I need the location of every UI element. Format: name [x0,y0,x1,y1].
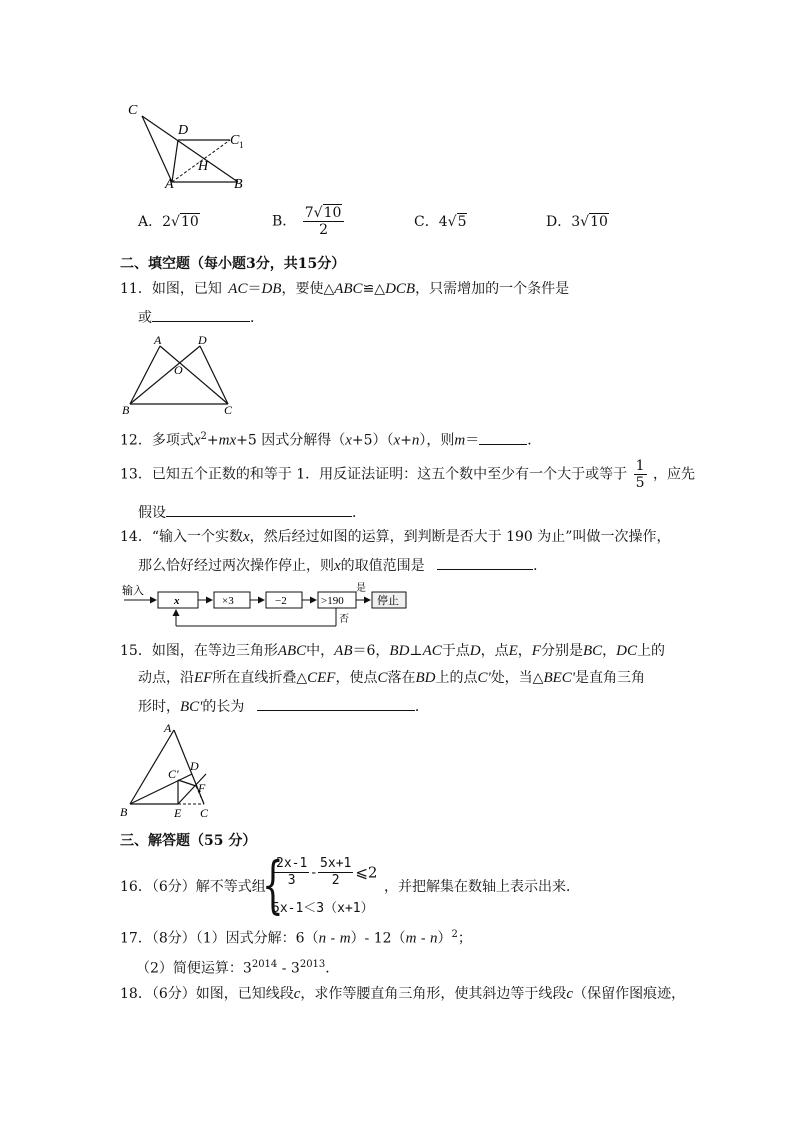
fig15-label-e: E [174,806,182,820]
q15-figure [118,722,222,820]
q12: 12．多项式$x^2+mx+5$ 因式分解得（x+5）（x+n），则m＝ ． [120,431,542,449]
q10-option-a: A．2√10 [138,214,199,230]
fig10-label-h: H [198,159,209,174]
q15-answer-blank[interactable] [257,696,415,711]
flow-times3: ×3 [222,595,234,607]
q15-line1: 15．如图，在等边三角形ABC中，AB＝6，BD⊥AC于点D，点E，F分别是BC，DC上的 [120,643,665,659]
flow-no: 否 [339,614,349,625]
q13-line2: 假设 ． [138,502,366,522]
q10-option-d: D．3√10 [546,214,608,230]
q14-line1: 14．“输入一个实数x，然后经过如图的运算，到判断是否大于 190 为止”叫做一次操作， [120,529,671,545]
q16-system-row2: 5x-1＜3（x+1） [272,901,374,916]
q16-suffix: ，并把解集在数轴上表示出来． [384,879,580,895]
q11-line1: 11．如图，已知 AC＝DB，要使△ABC≌△DCB，只需增加的一个条件是 [120,281,570,297]
flow-stop: 停止 [377,595,399,607]
q14-flowchart [120,582,420,632]
q16-fraction-2: $\frac{5x+1}{2}$ [320,856,352,888]
fig11-label-o: O [174,363,183,377]
fig10-label-b: B [234,177,243,192]
fig11-label-b: B [122,403,130,417]
q12-answer-blank[interactable] [479,430,527,445]
fig15-label-cprime: C′ [168,767,179,781]
fig11-label-d: D [198,333,207,347]
q15-line3: 形时，BC'的长为 ． [138,696,429,716]
q13-line1: 13．已知五个正数的和等于 1．用反证法证明：这五个数中至少有一个大于或等于 $\frac{1}{5}$ ，应先 [120,458,696,491]
fig10-label-a: A [165,177,174,192]
q16-prefix: 16．（6分）解不等式组 [120,879,266,895]
flow-minus2: −2 [275,595,287,607]
fig11-label-a: A [154,333,162,347]
q10-option-b: B． $\frac{7√10}{2}$ [272,205,346,238]
fig15-label-d: D [190,759,199,773]
q14-line2: 那么恰好经过两次操作停止，则x的取值范围是 ． [138,555,547,575]
fig15-label-b: B [120,805,128,819]
fig11-label-c: C [224,403,233,417]
q10-option-c: C．4√5 [414,214,467,230]
q13-answer-blank[interactable] [166,502,352,517]
fig15-label-f: F [198,781,206,795]
q16-system-row1: $\frac{2x-1}{3}$ - $\frac{5x+1}{2}$ ⩽2 [276,856,378,888]
q14-answer-blank[interactable] [437,555,533,570]
q11-line2: 或 ． [138,307,264,327]
q10-figure [120,96,260,192]
q11-answer-blank[interactable] [152,307,250,322]
fig15-label-a: A [164,722,172,735]
q11-figure [118,332,242,418]
flow-gt190: >190 [321,595,344,607]
q10-option-b-fraction: $\frac{7√10}{2}$ [303,205,345,238]
flow-x: x [174,595,180,607]
section2-title: 二、填空题（每小题3分，共15分） [120,256,346,272]
fig15-label-c: C [200,806,209,820]
q15-line2: 动点，沿EF所在直线折叠△CEF，使点C落在BD上的点C'处，当△BEC'是直角三角 [138,670,646,686]
q16-fraction-1: $\frac{2x-1}{3}$ [276,856,308,888]
flow-input-label: 输入 [122,585,144,597]
fig10-label-c1-sub: 1 [239,140,244,150]
section3-title: 三、解答题（55 分） [120,833,257,849]
q17-line2: （2）简便运算：$3^{2014} - 3^{2013}$． [136,959,340,977]
q17-line1: 17．（8分）（1）因式分解：6（n - m）- 12（m - n）$^2$； [120,929,472,947]
q18-line1: 18．（6分）如图，已知线段c，求作等腰直角三角形，使其斜边等于线段c（保留作图痕迹， [120,986,686,1002]
q13-fraction: $\frac{1}{5}$ [635,458,645,491]
fig10-label-d: D [178,123,189,138]
fig10-label-c: C [128,103,138,118]
q16-brace: { [262,848,284,921]
flow-yes: 是 [356,583,366,594]
fig10-label-c1: C [230,133,240,148]
